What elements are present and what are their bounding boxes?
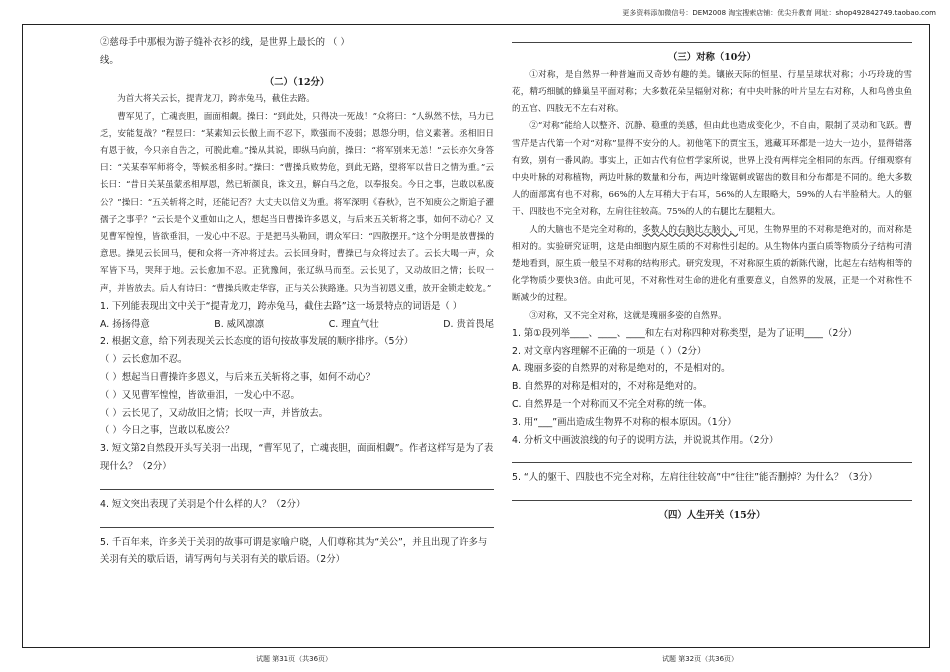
left-q2-item[interactable]: （ ）云长愈加不忍。: [100, 354, 188, 366]
left-q4: 4. 短文突出表现了关羽是个什么样的人？（2分）: [100, 498, 306, 510]
left-q5: 5. 千百年来，许多关于关羽的故事可谓是家喻户晓，人们尊称其为“关公”，并且出现了许多与关羽有关的歇后语，请写两句与关羽有关的歇后语。（2分）: [100, 536, 488, 566]
right-q2-opt-c[interactable]: C. 自然界是一个对称而又不完全对称的统一体。: [512, 399, 713, 411]
footer-left: 试题 第31页（共36页）: [256, 655, 333, 663]
answer-line[interactable]: [512, 452, 912, 463]
footer-right: 试题 第32页（共36页）: [662, 655, 739, 663]
right-q5: 5. “人的躯干、四肢也不完全对称，左肩往往较高”中“往往”能否删掉？为什么？（3分）: [512, 472, 878, 484]
left-column: [100, 34, 494, 569]
header-note: 更多资料添加微信号：DEM2008 淘宝搜索店铺：优尖升教育 网址：shop492842749.taobao.com: [622, 9, 936, 17]
answer-line[interactable]: [100, 517, 494, 528]
answer-line[interactable]: [100, 479, 494, 490]
left-q2-item[interactable]: （ ）云长见了，又动故旧之情；长叹一声，并皆放去。: [100, 407, 328, 419]
answer-line[interactable]: [512, 34, 912, 43]
right-column: [512, 34, 912, 525]
wavy-sentence: 多数人的右脑比左脑小，: [642, 224, 739, 235]
right-q4: 4. 分析文中画波浪线的句子的说明方法，并说说其作用。（2分）: [512, 434, 779, 446]
article-p2b-text: 可见，生物界里的不对称是绝对的，而对称是相对的。实验研究证明，这是由细胞内原生质的不对称性引起的。从生物体内蛋白质等物质分子结构可清楚地看到，原生质一般呈不对称的结构形式。研究发现，不对称原生质的新陈代谢，比起左右结构相等的化学物质少要快3倍。由此可见，不对称性对生命的进化有重要意义，自然界的发展，正是一个对称性不断减少的过程。: [512, 224, 912, 304]
right-q2-opt-b[interactable]: B. 自然界的对称是相对的，不对称是绝对的。: [512, 381, 703, 393]
left-q3: 3. 短文第2自然段开头写关羽一出现，“曹军见了，亡魂丧胆，面面相觑”。作者这样写是为了表现什么？（2分）: [100, 443, 494, 472]
article-p3: ③对称，又不完全对称，这就是瑰丽多姿的自然界。: [529, 310, 727, 321]
right-q3: 3. 用“___”画出造成生物界不对称的根本原因。（1分）: [512, 416, 737, 428]
passage-p2: 曹军见了，亡魂丧胆，面面相觑。操曰：“到此处，只得决一死战！”众将曰：“人纵然不怯，马力已乏，安能复战？”程昱曰：“某素知云长傲上而不忍下，欺强而不凌弱；恩怨分明，信义素著。丞相旧日有恩于彼，今只亲自告之，可脱此难。”操从其说，即纵马向前，操曰：“将军别来无恙！”云长亦欠身答曰：“关某奉军师将令，等候丞相多时。”操曰：“曹操兵败势危，到此无路，望将军以昔日之情为重。”云长曰：“昔日关某虽蒙丞相厚恩，然已斩颜良，诛文丑，解白马之危，以奉报矣。今日之事，岂敢以私废公？”操曰：“五关斩将之时，还能记否？大丈夫以信义为重。将军深明《春秋》，岂不知庾公之斯追子濯孺子之事乎？”云长是个义重如山之人，想起当日曹操许多恩义，与后来五关斩将之事，如何不动心？又见曹军惶惶，皆欲垂泪，一发心中不忍。于是把马头勒回，谓众军曰：“四散摆开。”这个分明是放曹操的意思。操见云长回马，便和众将一齐冲将过去。云长回身时，曹操已与众将过去了。云长大喝一声，众军皆下马，哭拜于地。云长愈加不忍。正犹豫间，张辽纵马而至。云长见了，又动故旧之情；长叹一声，并皆放去。后人有诗曰：“曹操兵败走华容，正与关公狭路逢。只为当初恩义重，放开金锁走蛟龙。”: [100, 111, 494, 294]
article-p1: ①对称，是自然界一种普遍而又奇妙有趣的美。镶嵌天际的恒星、行星呈球状对称；小巧玲珑的雪花，精巧细腻的蜂巢呈平面对称；大多数花朵呈辐射对称；有中央叶脉的叶片呈左右对称，人和鸟兽虫鱼的五官、四肢无不左右对称。: [512, 69, 912, 115]
answer-line[interactable]: [512, 490, 912, 501]
left-q1-opt-d[interactable]: D. 贵首畏尾: [443, 318, 494, 330]
left-q2-item[interactable]: （ ）今日之事，岂敢以私废公？: [100, 425, 235, 437]
left-q1-opt-c[interactable]: C. 理直气壮: [328, 318, 379, 330]
left-q2: 2. 根据文意，给下列表现关云长态度的语句按故事发展的顺序排序。（5分）: [100, 336, 414, 348]
right-q2: 2. 对文章内容理解不正确的一项是（ ）（2分）: [512, 345, 707, 357]
article-p2b: [512, 222, 912, 308]
prev-question-cont: 线。: [100, 54, 119, 66]
section-title-4: （四）人生开关（15分）: [658, 510, 766, 522]
left-q1-opt-a[interactable]: A. 扬扬得意: [100, 318, 150, 330]
left-q1-options: [100, 316, 494, 334]
left-q2-item[interactable]: （ ）想起当日曹操许多恩义，与后来五关斩将之事，如何不动心？: [100, 372, 375, 384]
passage-p1: 为首大将关云长，提青龙刀，跨赤兔马，截住去路。: [117, 94, 315, 105]
prev-question: ②慈母手中那根为游子缝补衣衫的线，是世界上最长的 （ ）: [100, 37, 350, 48]
article-p2a: ②“对称”能给人以整齐、沉静、稳重的美感，但由此也造成变化少，不自由，限制了灵动和飞跃。曹雪芹是古代第一个对“对称”显得不安分的人。初他笔下的贾宝玉，逃藏耳环都是一边大一边小，显得错落有致，别有一番风韵。事实上，正如古代有位哲学家所说，世界上没有两样完全相同的东西。仔细观察有中央叶脉的对称植物，两边叶脉的数量和分布，两边叶缘锯刺或锯齿的数目和分布都是不同的。绝大多数人的面部寓有也不对称，66%的人左耳稍大于右耳，56%的人左眼略大，59%的人右半脸稍大。人的躯干、四肢也不完全对称，左肩往往较高。75%的人的右腿比左腿粗大。: [512, 121, 912, 218]
left-q2-item[interactable]: （ ）又见曹军惶惶，皆欲垂泪，一发心中不忍。: [100, 389, 300, 401]
article-p2-special: 人的大脑也不是完全对称的，: [529, 224, 643, 235]
section-title-2: （二）（12分）: [264, 76, 330, 88]
left-q1: 1. 下列能表现出文中关于“提青龙刀，跨赤兔马，截住去路”这一场景特点的词语是（ ）: [100, 300, 463, 312]
right-q2-opt-a[interactable]: A. 瑰丽多姿的自然界的对称是绝对的，不是相对的。: [512, 363, 731, 375]
right-q1: 1. 第①段列举____、____、____和左右对称四种对称类型，是为了证明____（2分）: [512, 327, 858, 339]
left-q1-opt-b[interactable]: B. 威风凛凛: [214, 318, 265, 330]
section-title-3: （三）对称（10分）: [667, 52, 757, 63]
